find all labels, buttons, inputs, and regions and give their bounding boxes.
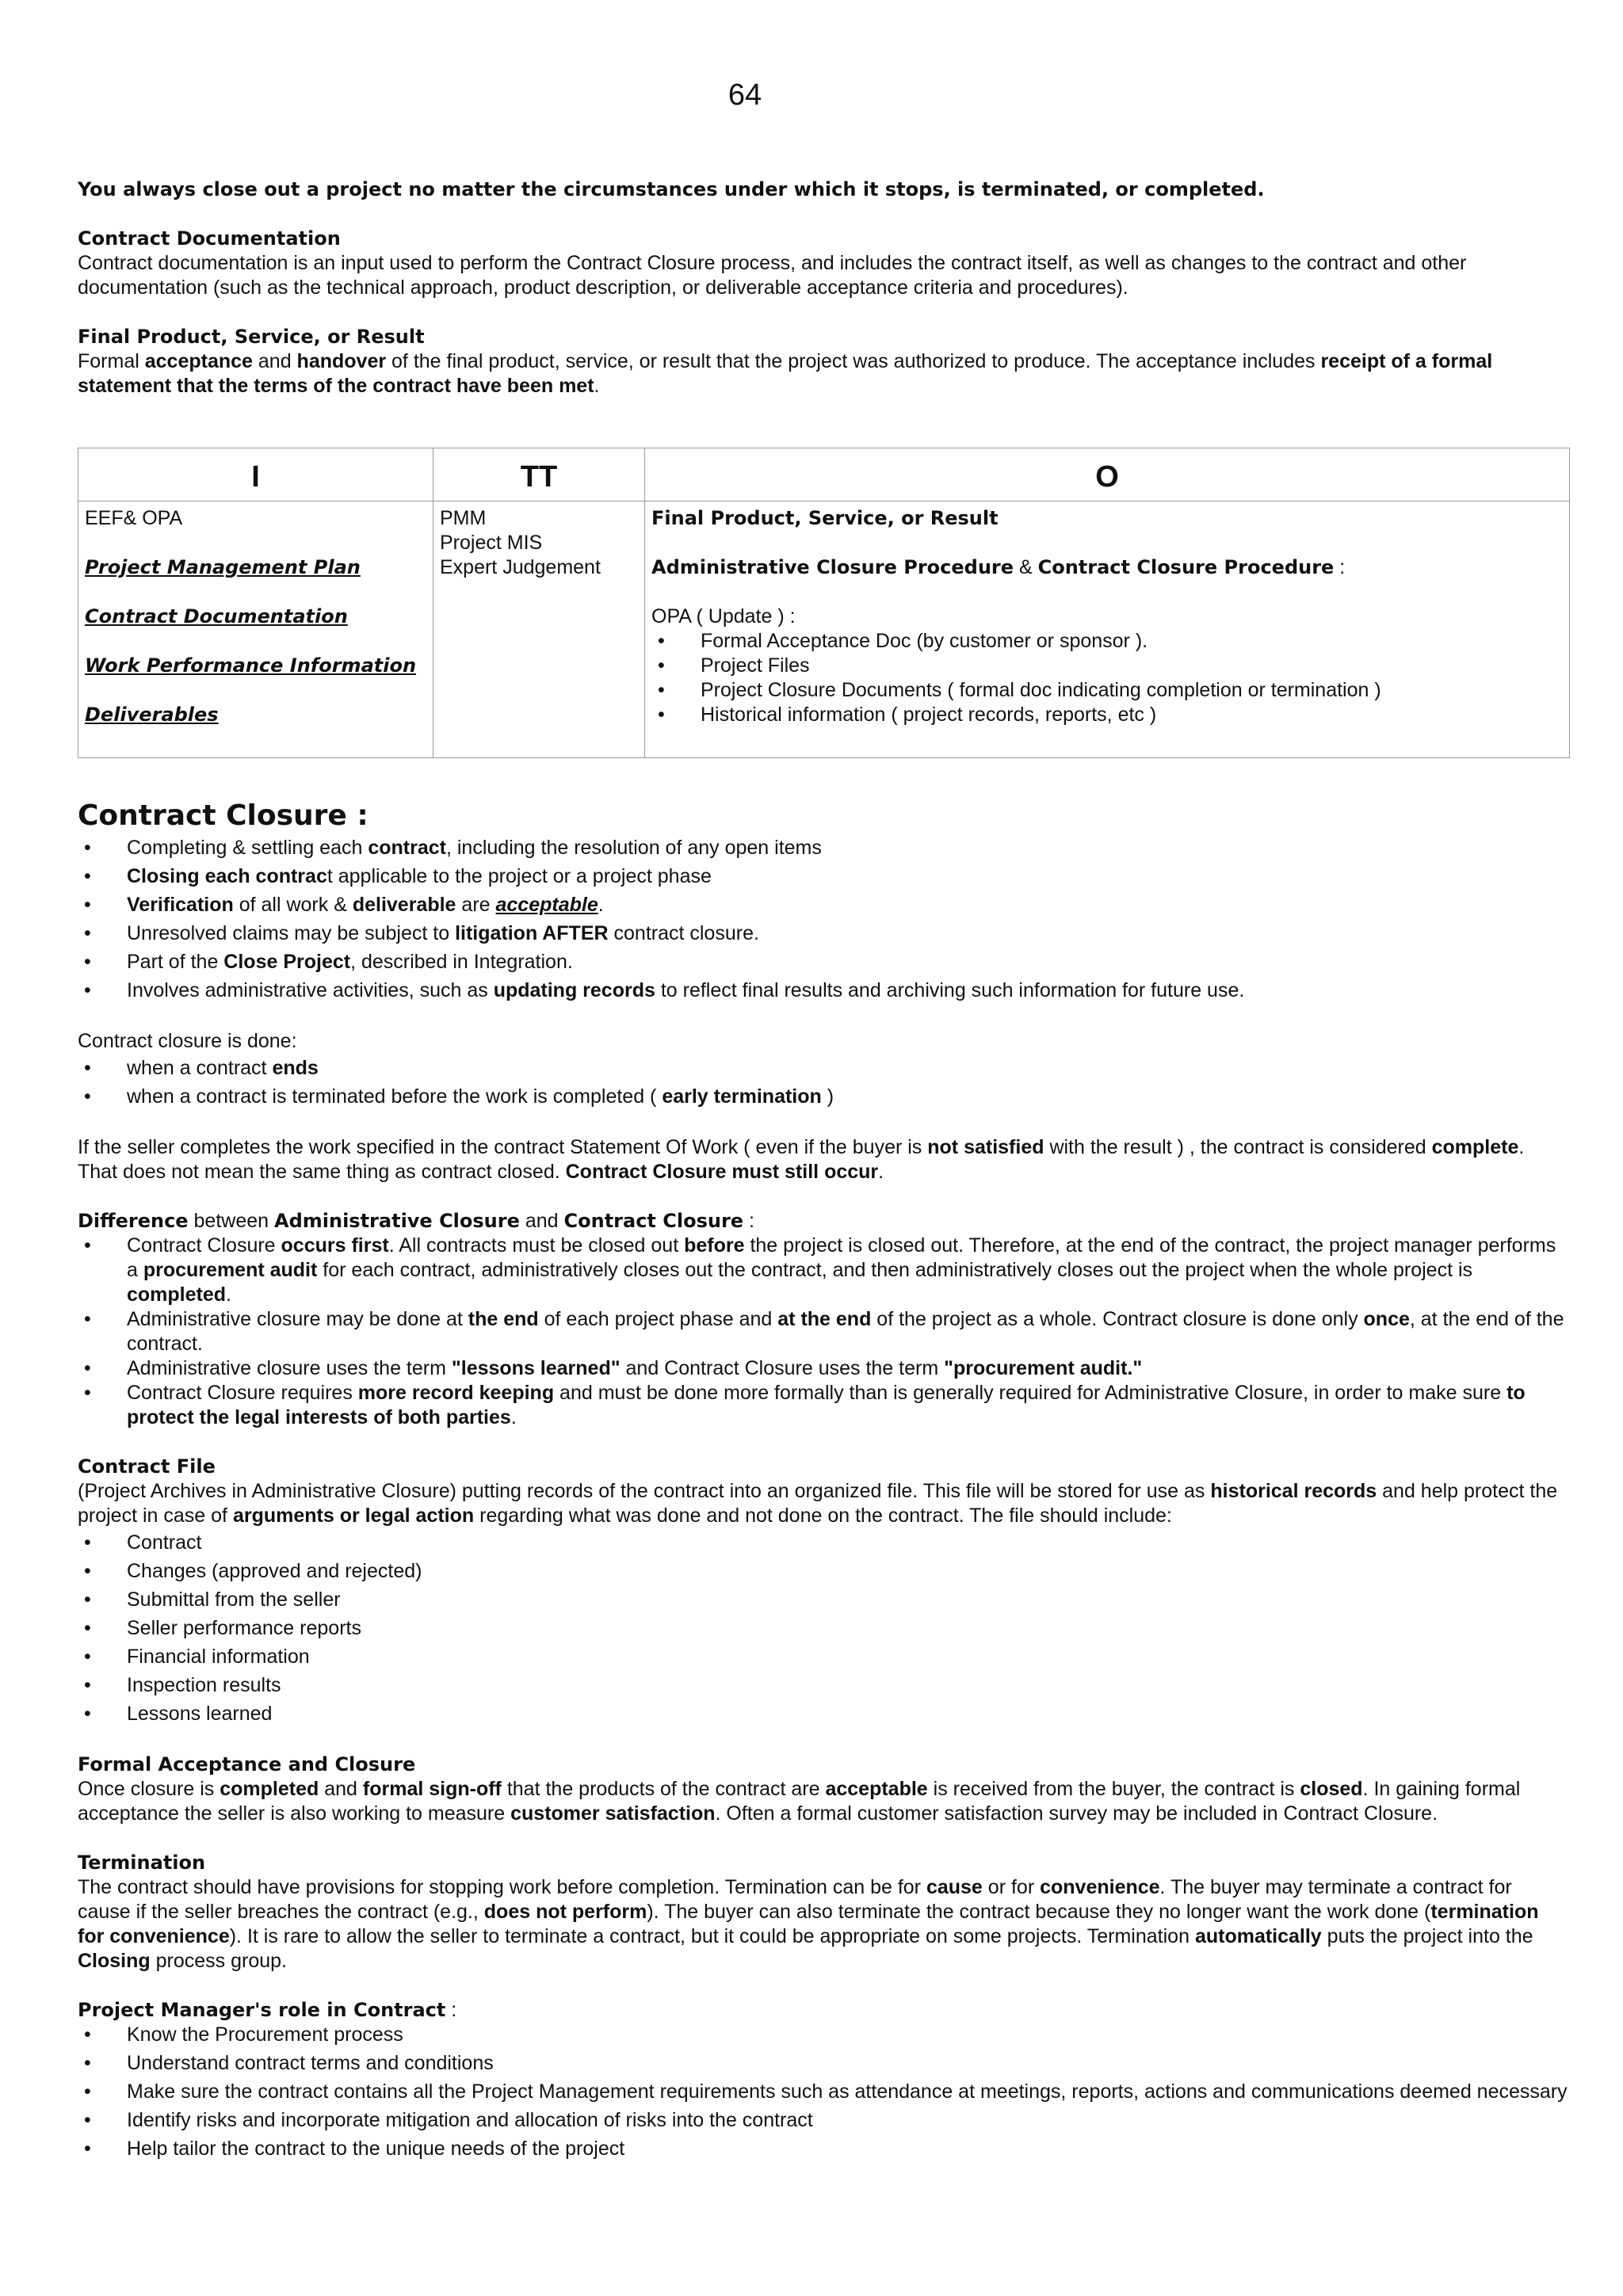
list-item: • Closing each contract applicable to the project or a project phase [78,862,1568,891]
list-item: • Unresolved claims may be subject to litigation AFTER contract closure. [78,919,1568,948]
itto-body-row [78,502,1570,758]
tool-project-mis: Project MIS [440,532,543,554]
list-item: • Contract Closure requires more record keeping and must be done more formally than is generally required for Administrative Closure, in order to make sure to protect the legal interests of both parties. [78,1381,1568,1430]
list-item: • when a contract ends [78,1054,1568,1082]
final-product-heading: Final Product, Service, or Result [78,326,425,348]
list-item: • Make sure the contract contains all the Project Management requirements such as attendance at meetings, reports, actions and communications deemed necessary [78,2080,1568,2104]
contract-closure-done-list [78,1054,1568,1111]
tool-pmm: PMM [440,507,487,529]
formal-acceptance-text: Once closure is completed and formal sign-off that the products of the contract are acceptable is received from the buyer, the contract is closed. In gaining formal acceptance the seller is also working to measure customer satisfaction. Often a formal customer satisfaction survey may be included in Contract Closure. [78,1778,1521,1825]
difference-heading: Difference between Administrative Closure and Contract Closure : [78,1210,754,1232]
contract-file-heading: Contract File [78,1455,216,1478]
contract-closure-list [78,833,1568,1005]
page-number: 64 [727,78,762,112]
list-item: • Inspection results [78,1671,1568,1699]
list-item: • Submittal from the seller [78,1585,1568,1614]
contract-closure-title: Contract Closure : [78,799,369,832]
list-item: • Know the Procurement process [78,2023,1568,2047]
list-item: • Project Closure Documents ( formal doc indicating completion or termination ) [651,678,1563,703]
itto-table [78,448,1570,758]
list-item: • Verification of all work & deliverable are acceptable. [78,891,1568,919]
input-contract-documentation[interactable]: Contract Documentation [85,605,348,627]
list-item: • Lessons learned [78,1699,1568,1728]
contract-closure-done-intro: Contract closure is done: [78,1030,297,1052]
list-item: • Formal Acceptance Doc (by customer or sponsor ). [651,629,1563,654]
top-section [78,177,1568,399]
input-eef-opa: EEF& OPA [85,507,183,529]
list-item: • Contract Closure occurs first. All contracts must be closed out before the project is closed out. Therefore, at the end of the contract, the project manager performs a procurement audit for each contract, administratively closes out the contract, and then administratively closes out the project when the whole project is completed. [78,1234,1568,1307]
contract-file-list [78,1528,1568,1728]
itto-inputs-cell [78,502,433,758]
list-item: • Administrative closure may be done at the end of each project phase and at the end of the project as a whole. Contract closure is done only once, at the end of the contract. [78,1307,1568,1356]
intro-statement: You always close out a project no matter the circumstances under which it stops, is terminated, or completed. [78,178,1265,200]
itto-outputs-cell [645,502,1570,758]
opa-update-list [651,629,1563,727]
termination-text: The contract should have provisions for stopping work before completion. Termination can be for cause or for convenience. The buyer may terminate a contract for cause if the seller breaches the contract (e.g., does not perform). The buyer can also terminate the contract because they no longer want the work done (termination for convenience). It is rare to allow the seller to terminate a contract, but it could be appropriate on some projects. Termination automatically puts the project into the Closing process group. [78,1876,1539,1972]
list-item: • when a contract is terminated before the work is completed ( early termination ) [78,1082,1568,1111]
list-item: • Completing & settling each contract, including the resolution of any open items [78,833,1568,862]
seller-completion-text: If the seller completes the work specified in the contract Statement Of Work ( even if the buyer is not satisfied with the result ) , the contract is considered complete. That does not mean the same thing as contract closed. Contract Closure must still occur. [78,1136,1525,1183]
contract-documentation-text: Contract documentation is an input used to perform the Contract Closure process, and includes the contract itself, as well as changes to the contract and other documentation (such as the technical approach, product description, or deliverable acceptance criteria and procedures). [78,252,1467,299]
output-closure-procedures: Administrative Closure Procedure & Contract Closure Procedure : [651,556,1346,578]
itto-tools-cell [433,502,645,758]
list-item: • Part of the Close Project, described in Integration. [78,948,1568,976]
list-item: • Help tailor the contract to the unique needs of the project [78,2137,1568,2161]
contract-closure-section [78,799,1568,2161]
list-item: • Changes (approved and rejected) [78,1557,1568,1585]
tool-expert-judgement: Expert Judgement [440,556,601,578]
list-item: • Project Files [651,654,1563,678]
list-item: • Administrative closure uses the term "lessons learned" and Contract Closure uses the term "procurement audit." [78,1356,1568,1381]
list-item: • Identify risks and incorporate mitigation and allocation of risks into the contract [78,2108,1568,2133]
pm-role-heading: Project Manager's role in Contract : [78,1999,457,2021]
itto-header-row [78,448,1570,502]
output-opa-update: OPA ( Update ) : [651,605,796,627]
input-project-management-plan[interactable]: Project Management Plan [85,556,361,578]
formal-acceptance-heading: Formal Acceptance and Closure [78,1753,416,1775]
final-product-text: Formal acceptance and handover of the final product, service, or result that the project was authorized to produce. The acceptance includes receipt of a formal statement that the terms of the contract have been met. [78,350,1493,397]
output-final-product: Final Product, Service, or Result [651,507,999,529]
contract-documentation-heading: Contract Documentation [78,227,341,250]
list-item: • Seller performance reports [78,1614,1568,1642]
list-item: • Contract [78,1528,1568,1557]
input-deliverables[interactable]: Deliverables [85,704,219,726]
difference-list [78,1234,1568,1430]
itto-header-outputs: O [645,448,1570,502]
itto-header-inputs: I [78,448,433,502]
termination-heading: Termination [78,1852,206,1874]
contract-file-text: (Project Archives in Administrative Closure) putting records of the contract into an organized file. This file will be stored for use as historical records and help protect the project in case of arguments or legal action regarding what was done and not done on the contract. The file should include: [78,1480,1558,1527]
itto-header-tools: TT [433,448,645,502]
pm-role-list [78,2023,1568,2161]
list-item: • Involves administrative activities, such as updating records to reflect final results and archiving such information for future use. [78,976,1568,1005]
list-item: • Historical information ( project records, reports, etc ) [651,703,1563,727]
itto-table-wrapper [78,448,1570,758]
list-item: • Understand contract terms and conditions [78,2051,1568,2076]
input-work-performance-information[interactable]: Work Performance Information [85,654,417,677]
list-item: • Financial information [78,1642,1568,1671]
